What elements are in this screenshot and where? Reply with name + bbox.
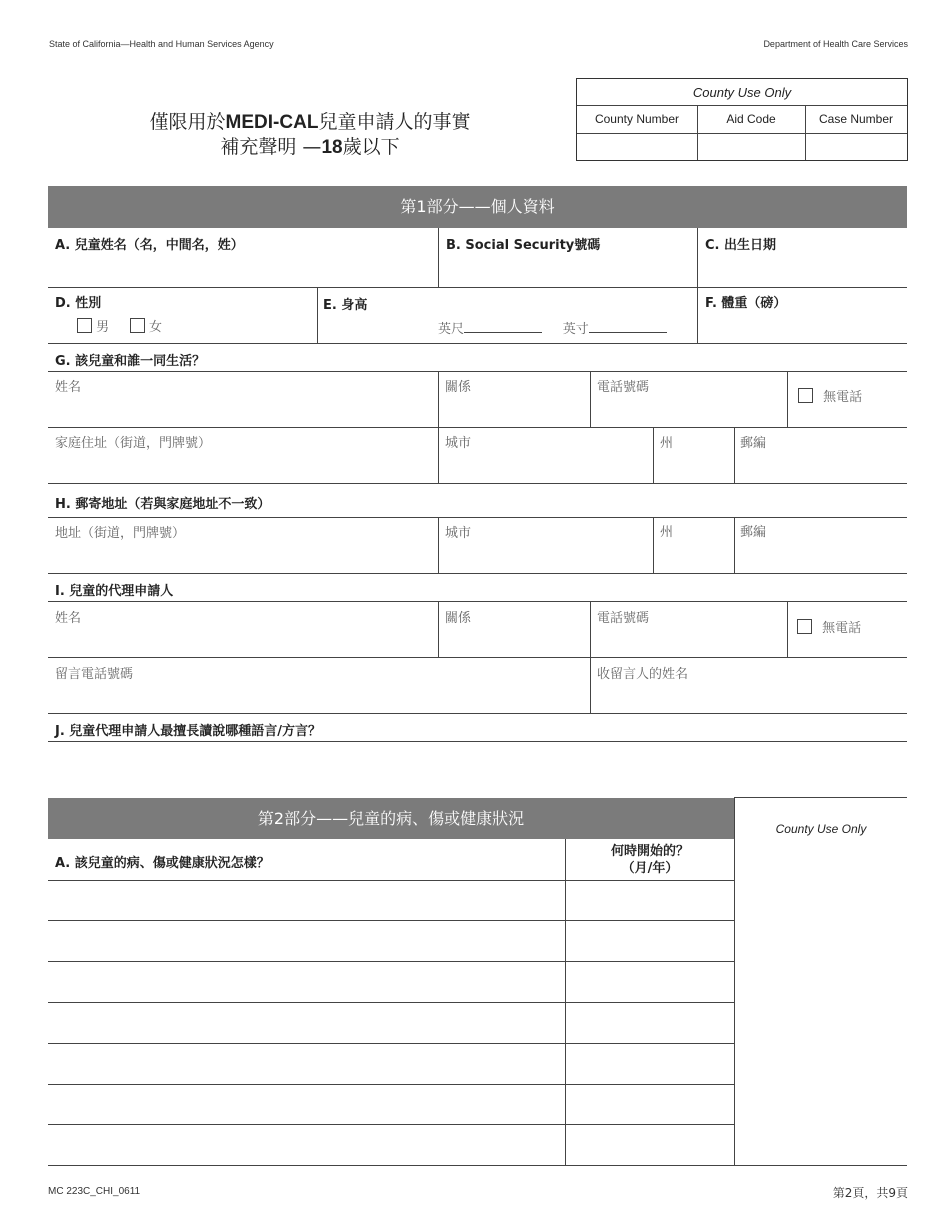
county-number-input[interactable] — [577, 134, 697, 160]
i-msg-name-label: 收留言人的姓名 — [597, 667, 689, 682]
ssn-input[interactable] — [439, 255, 696, 286]
height-fields — [438, 318, 667, 337]
condition-row-input[interactable] — [49, 1085, 564, 1124]
county-use-title: County Use Only — [692, 85, 792, 100]
condition-row-input[interactable] — [49, 1003, 564, 1043]
h-address-label: 地址（街道，門牌號） — [55, 526, 186, 541]
condition-label: A. 該兒童的病、傷或健康狀況怎樣？ — [55, 856, 270, 871]
child-name-input[interactable] — [49, 255, 437, 286]
g-name-label: 姓名 — [55, 380, 82, 395]
onset-row-input[interactable] — [566, 881, 733, 920]
onset-label: 何時開始的？ （月/年） — [610, 844, 689, 876]
h-zip-label: 郵編 — [740, 525, 767, 540]
g-city-label: 城市 — [445, 436, 472, 451]
dob-label: C. 出生日期 — [705, 238, 777, 253]
g-zip-label: 郵編 — [740, 436, 767, 451]
onset-row-input[interactable] — [566, 1003, 733, 1043]
part2-header: 第2部分——兒童的病、傷或健康狀況 — [48, 798, 734, 839]
i-phone-label: 電話號碼 — [597, 611, 650, 626]
i-msg-phone-label: 留言電話號碼 — [55, 667, 134, 682]
representative-label: I. 兒童的代理申請人 — [55, 584, 174, 599]
g-state-label: 州 — [660, 436, 674, 451]
male-label: 男 — [96, 320, 110, 335]
g-phone-label: 電話號碼 — [597, 380, 650, 395]
g-nophone-checkbox[interactable] — [798, 388, 813, 403]
part2-county-use: County Use Only — [775, 822, 867, 836]
department-name: Department of Health Care Services — [763, 39, 908, 49]
g-nophone-label: 無電話 — [823, 390, 863, 405]
g-relation-label: 關係 — [445, 380, 472, 395]
case-number-label: Case Number — [818, 112, 894, 126]
i-nophone-checkbox[interactable] — [797, 619, 812, 634]
onset-row-input[interactable] — [566, 1085, 733, 1124]
onset-row-input[interactable] — [566, 1044, 733, 1084]
g-address-label: 家庭住址（街道，門牌號） — [55, 436, 212, 451]
onset-row-input[interactable] — [566, 1125, 733, 1165]
feet-label: 英尺 — [438, 322, 465, 337]
feet-input[interactable] — [464, 320, 542, 333]
i-relation-label: 關係 — [445, 611, 472, 626]
dob-input[interactable] — [698, 255, 906, 286]
inches-input[interactable] — [589, 320, 667, 333]
case-number-input[interactable] — [806, 134, 907, 160]
i-name-label: 姓名 — [55, 611, 82, 626]
county-use-box — [576, 78, 908, 161]
female-checkbox[interactable] — [130, 318, 145, 333]
onset-row-input[interactable] — [566, 921, 733, 961]
weight-label: F. 體重（磅） — [705, 296, 787, 311]
county-number-label: County Number — [594, 112, 680, 126]
form-title: 僅限用於MEDI-CAL兒童申請人的事實 補充聲明 —18歲以下 — [149, 111, 471, 158]
i-nophone-label: 無電話 — [822, 621, 862, 636]
lives-with-label: G. 該兒童和誰一同生活？ — [55, 354, 206, 369]
onset-row-input[interactable] — [566, 962, 733, 1002]
aid-code-label: Aid Code — [726, 112, 776, 126]
page-number: 第2頁，共9頁 — [832, 1186, 908, 1200]
form-id: MC 223C_CHI_0611 — [48, 1186, 141, 1197]
condition-row-input[interactable] — [49, 1125, 564, 1165]
language-label: J. 兒童代理申請人最擅長讀說哪種語言/方言？ — [55, 724, 322, 739]
height-label: E. 身高 — [323, 298, 368, 313]
mailing-address-label: H. 郵寄地址（若與家庭地址不一致） — [55, 497, 271, 512]
gender-options — [77, 316, 162, 335]
inches-label: 英寸 — [562, 322, 589, 337]
part1-header: 第1部分——個人資料 — [48, 186, 907, 228]
child-name-label: A. 兒童姓名（名，中間名，姓） — [55, 238, 244, 253]
aid-code-input[interactable] — [698, 134, 805, 160]
male-checkbox[interactable] — [77, 318, 92, 333]
gender-label: D. 性別 — [55, 296, 102, 311]
condition-row-input[interactable] — [49, 881, 564, 920]
female-label: 女 — [148, 320, 162, 335]
agency-name: State of California—Health and Human Services Agency — [49, 39, 274, 49]
condition-row-input[interactable] — [49, 921, 564, 961]
condition-row-input[interactable] — [49, 1044, 564, 1084]
g-nophone — [798, 386, 862, 405]
h-city-label: 城市 — [445, 526, 472, 541]
i-nophone — [797, 617, 861, 636]
condition-row-input[interactable] — [49, 962, 564, 1002]
h-state-label: 州 — [660, 525, 674, 540]
ssn-label: B. Social Security號碼 — [446, 238, 601, 253]
